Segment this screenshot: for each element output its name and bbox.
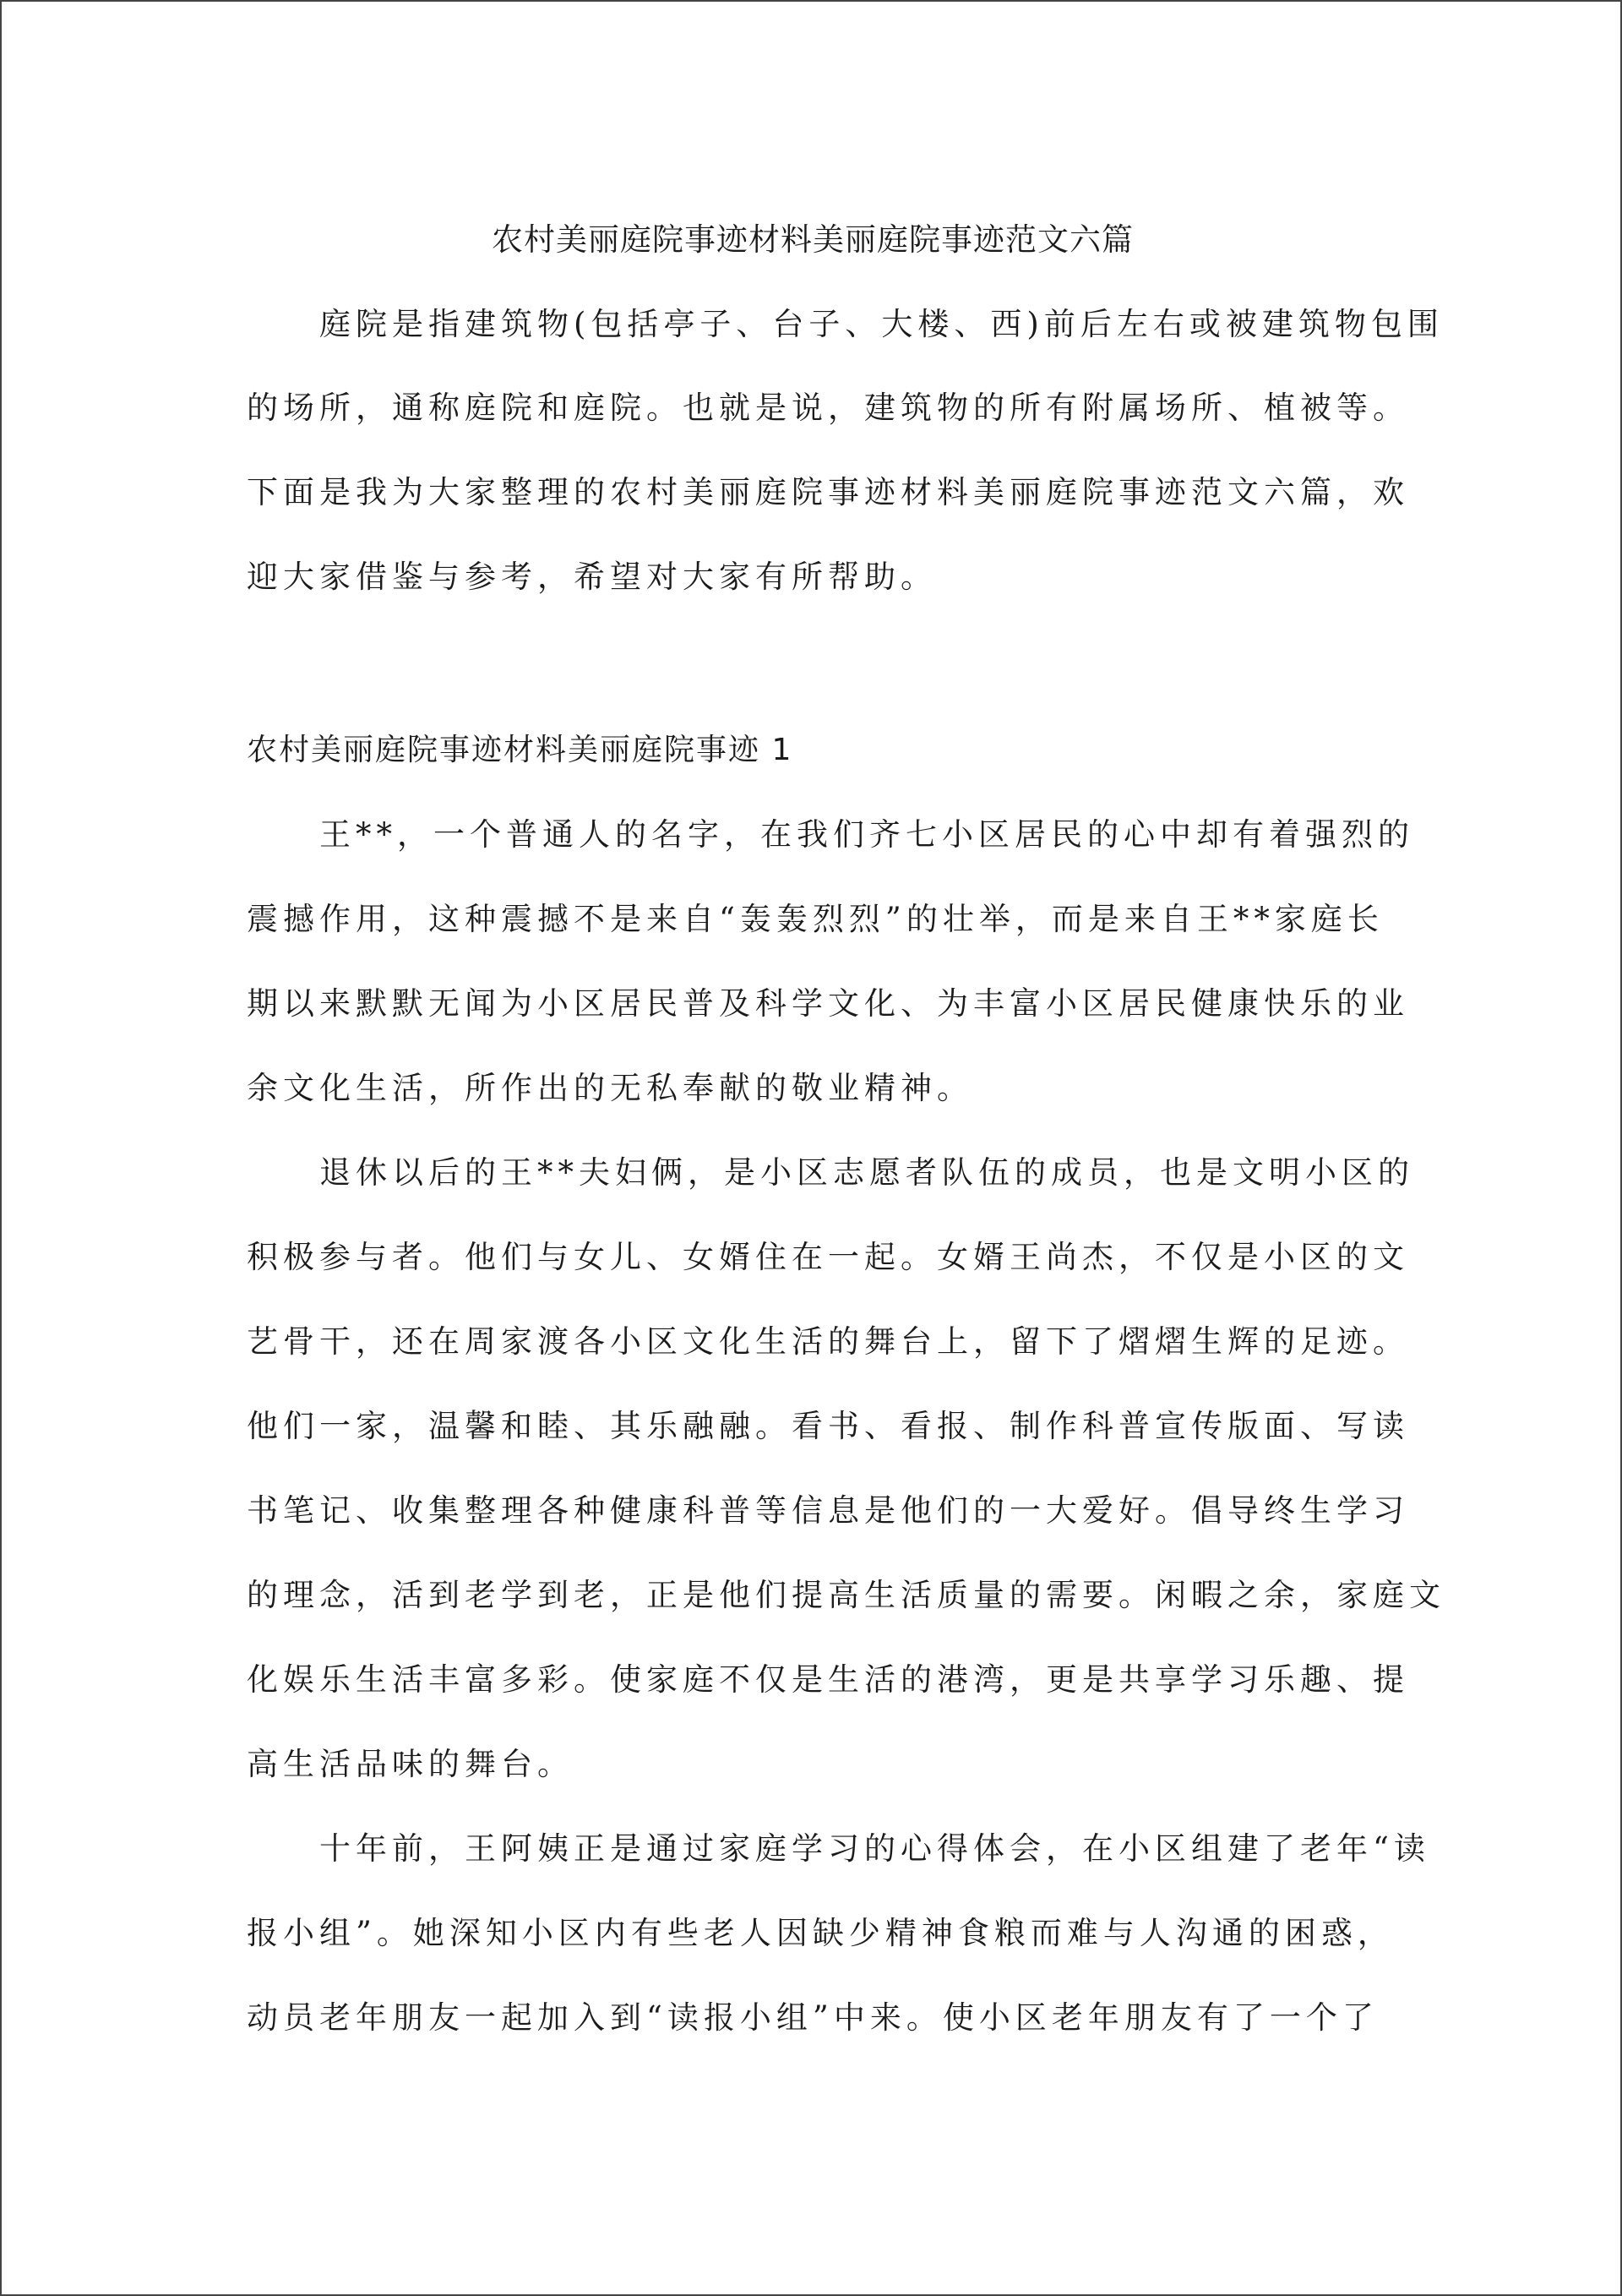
document-title: 农村美丽庭院事迹材料美丽庭院事迹范文六篇 bbox=[492, 221, 1134, 258]
section-heading: 农村美丽庭院事迹材料美丽庭院事迹 1 bbox=[247, 733, 793, 767]
intro-line: 的场所，通称庭院和庭院。也就是说，建筑物的所有附属场所、植被等。 bbox=[247, 390, 1409, 426]
paragraph-line: 期以来默默无闻为小区居民普及科学文化、为丰富小区居民健康快乐的业 bbox=[247, 985, 1409, 1022]
paragraph-line: 艺骨干，还在周家渡各小区文化生活的舞台上，留下了熠熠生辉的足迹。 bbox=[247, 1323, 1409, 1360]
paragraph-line: 退休以后的王**夫妇俩，是小区志愿者队伍的成员，也是文明小区的 bbox=[319, 1154, 1414, 1191]
intro-line: 迎大家借鉴与参考，希望对大家有所帮助。 bbox=[247, 559, 937, 595]
paragraph-line: 动员老年朋友一起加入到“读报小组”中来。使小区老年朋友有了一个了 bbox=[247, 1999, 1379, 2036]
paragraph-line: 书笔记、收集整理各种健康科普等信息是他们的一大爱好。倡导终生学习 bbox=[247, 1492, 1409, 1529]
paragraph-line: 高生活品味的舞台。 bbox=[247, 1746, 574, 1782]
paragraph-line: 王**，一个普通人的名字，在我们齐七小区居民的心中却有着强烈的 bbox=[319, 816, 1414, 853]
paragraph-line: 他们一家，温馨和睦、其乐融融。看书、看报、制作科普宣传版面、写读 bbox=[247, 1408, 1409, 1444]
paragraph-line: 的理念，活到老学到老，正是他们提高生活质量的需要。闲暇之余，家庭文 bbox=[247, 1577, 1445, 1613]
paragraph-line: 十年前，王阿姨正是通过家庭学习的心得体会，在小区组建了老年“读 bbox=[319, 1830, 1430, 1867]
paragraph-line: 化娱乐生活丰富多彩。使家庭不仅是生活的港湾，更是共享学习乐趣、提 bbox=[247, 1661, 1409, 1698]
intro-line: 庭院是指建筑物(包括亭子、台子、大楼、西)前后左右或被建筑物包围 bbox=[319, 306, 1444, 342]
paragraph-line: 震撼作用，这种震撼不是来自“轰轰烈烈”的壮举，而是来自王**家庭长 bbox=[247, 901, 1384, 937]
paragraph-line: 余文化生活，所作出的无私奉献的敬业精神。 bbox=[247, 1070, 973, 1106]
paragraph-line: 报小组”。她深知小区内有些老人因缺少精神食粮而难与人沟通的困惑， bbox=[247, 1915, 1394, 1951]
intro-line: 下面是我为大家整理的农村美丽庭院事迹材料美丽庭院事迹范文六篇，欢 bbox=[247, 474, 1409, 510]
paragraph-line: 积极参与者。他们与女儿、女婿住在一起。女婿王尚杰，不仅是小区的文 bbox=[247, 1239, 1409, 1275]
